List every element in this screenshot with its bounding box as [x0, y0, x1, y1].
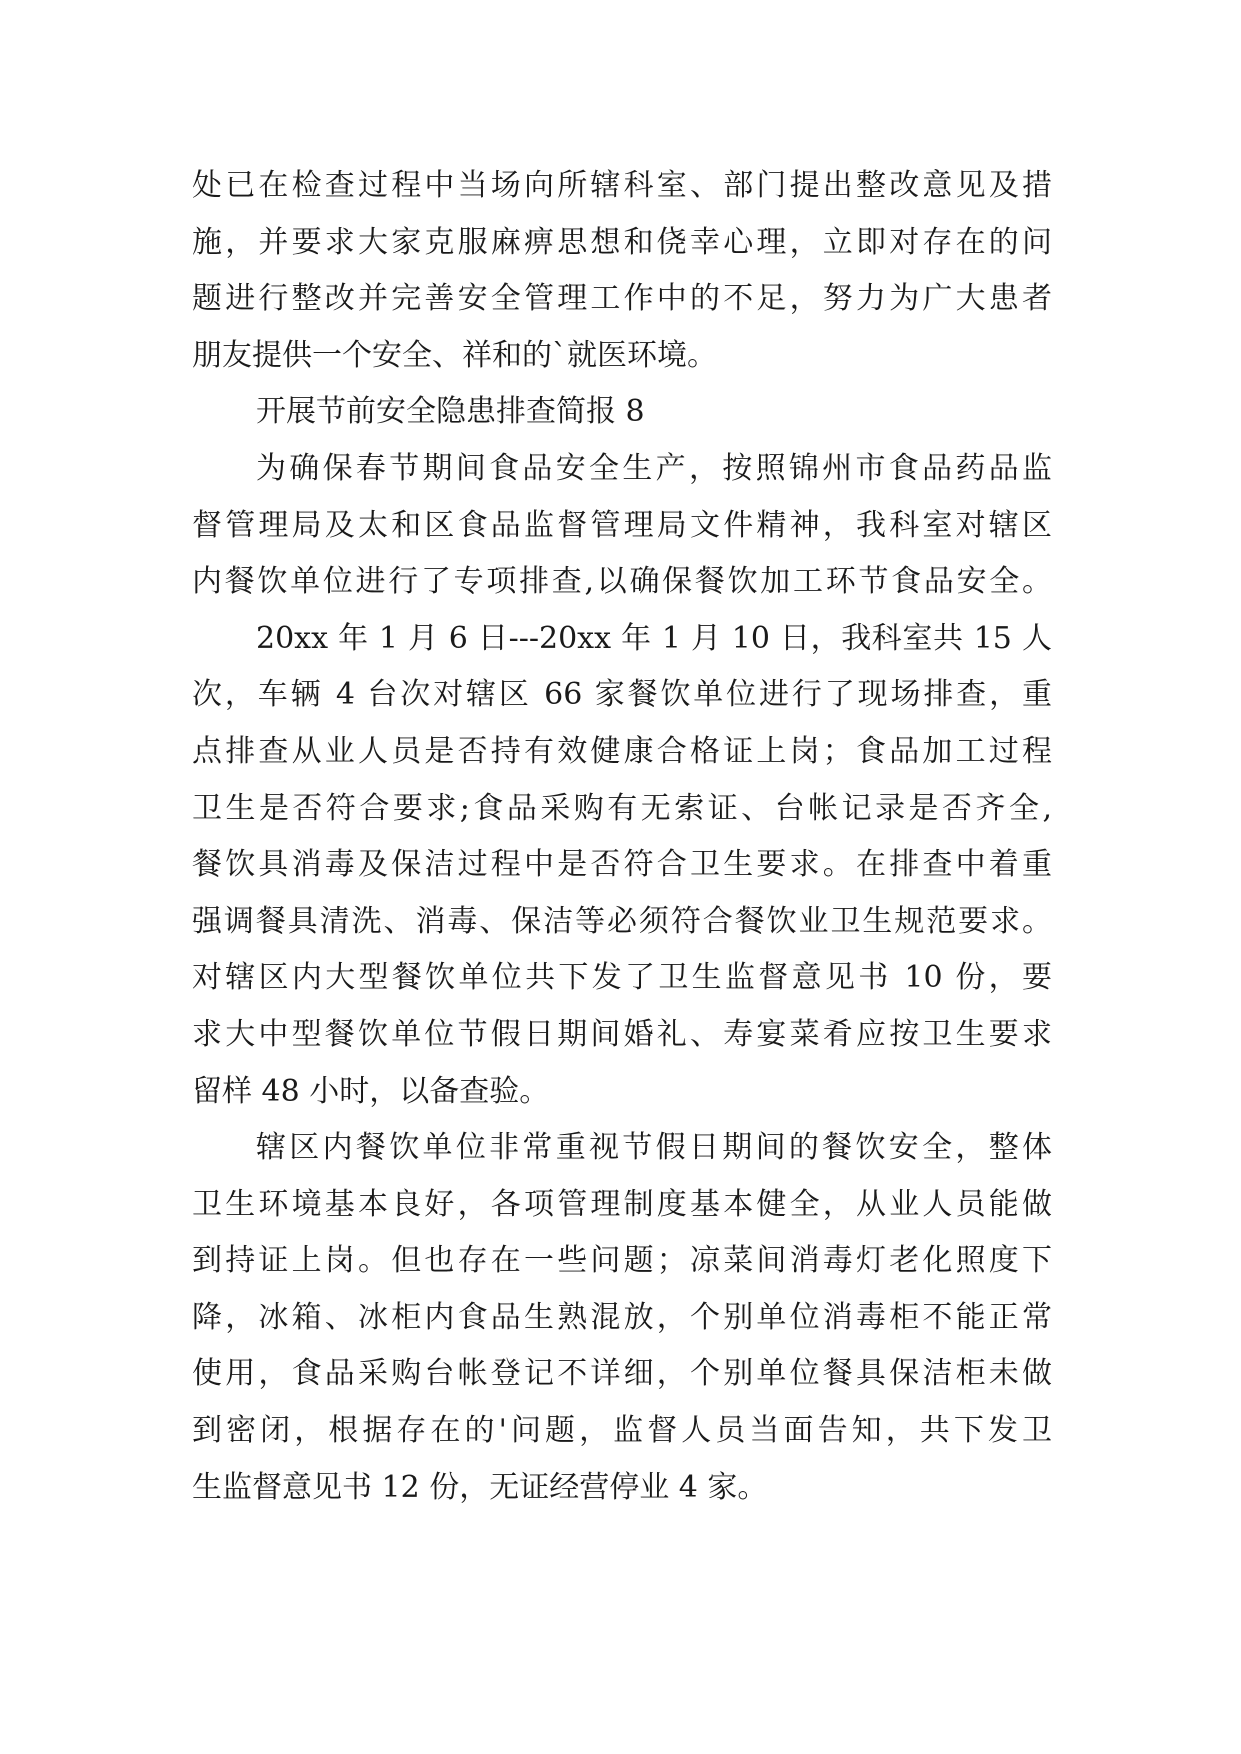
text-line: 次，车辆 4 台次对辖区 66 家餐饮单位进行了现场排查，重: [192, 677, 1052, 713]
text-line: 对辖区内大型餐饮单位共下发了卫生监督意见书 10 份，要: [192, 960, 1052, 996]
text-line: 为确保春节期间食品安全生产，按照锦州市食品药品监: [256, 450, 1052, 486]
text-line: 生监督意见书 12 份，无证经营停业 4 家。: [192, 1469, 768, 1505]
paragraph-purpose: [192, 441, 1052, 611]
text-line: 到持证上岗。但也存在一些问题；凉菜间消毒灯老化照度下: [192, 1243, 1052, 1279]
text-line: 题进行整改并完善安全管理工作中的不足，努力为广大患者: [192, 281, 1052, 317]
paragraph-findings: [192, 1120, 1052, 1516]
text-line: 到密闭，根据存在的'问题，监督人员当面告知，共下发卫: [192, 1413, 1052, 1449]
text-line: 求大中型餐饮单位节假日期间婚礼、寿宴菜肴应按卫生要求: [192, 1016, 1052, 1052]
paragraph-inspection: [192, 611, 1052, 1120]
text-line: 施，并要求大家克服麻痹思想和侥幸心理，立即对存在的问: [192, 224, 1052, 260]
text-line: 降，冰箱、冰柜内食品生熟混放，个别单位消毒柜不能正常: [192, 1299, 1052, 1335]
text-line: 处已在检查过程中当场向所辖科室、部门提出整改意见及措: [192, 168, 1052, 203]
paragraph-continuation: [192, 158, 1052, 384]
text-line: 辖区内餐饮单位非常重视节假日期间的餐饮安全，整体: [256, 1130, 1052, 1166]
document-body: [192, 158, 1052, 1516]
text-line: 使用，食品采购台帐登记不详细，个别单位餐具保洁柜未做: [192, 1356, 1052, 1392]
text-line: 强调餐具清洗、消毒、保洁等必须符合餐饮业卫生规范要求。: [192, 903, 1052, 939]
text-line: 内餐饮单位进行了专项排查,以确保餐饮加工环节食品安全。: [192, 564, 1052, 600]
text-line: 朋友提供一个安全、祥和的`就医环境。: [192, 337, 717, 373]
text-line: 20xx 年 1 月 6 日---20xx 年 1 月 10 日，我科室共 15 人: [256, 620, 1052, 656]
text-line: 点排查从业人员是否持有效健康合格证上岗；食品加工过程: [192, 733, 1052, 769]
text-line: 卫生是否符合要求;食品采购有无索证、台帐记录是否齐全,: [192, 790, 1052, 826]
text-line: 督管理局及太和区食品监督管理局文件精神，我科室对辖区: [192, 507, 1052, 543]
text-line: 卫生环境基本良好，各项管理制度基本健全，从业人员能做: [192, 1186, 1052, 1222]
text-line: 留样 48 小时，以备查验。: [192, 1073, 550, 1109]
section-heading: [192, 384, 1052, 441]
text-line: 餐饮具消毒及保洁过程中是否符合卫生要求。在排查中着重: [192, 847, 1052, 883]
heading-text: 开展节前安全隐患排查简报 8: [256, 394, 645, 430]
